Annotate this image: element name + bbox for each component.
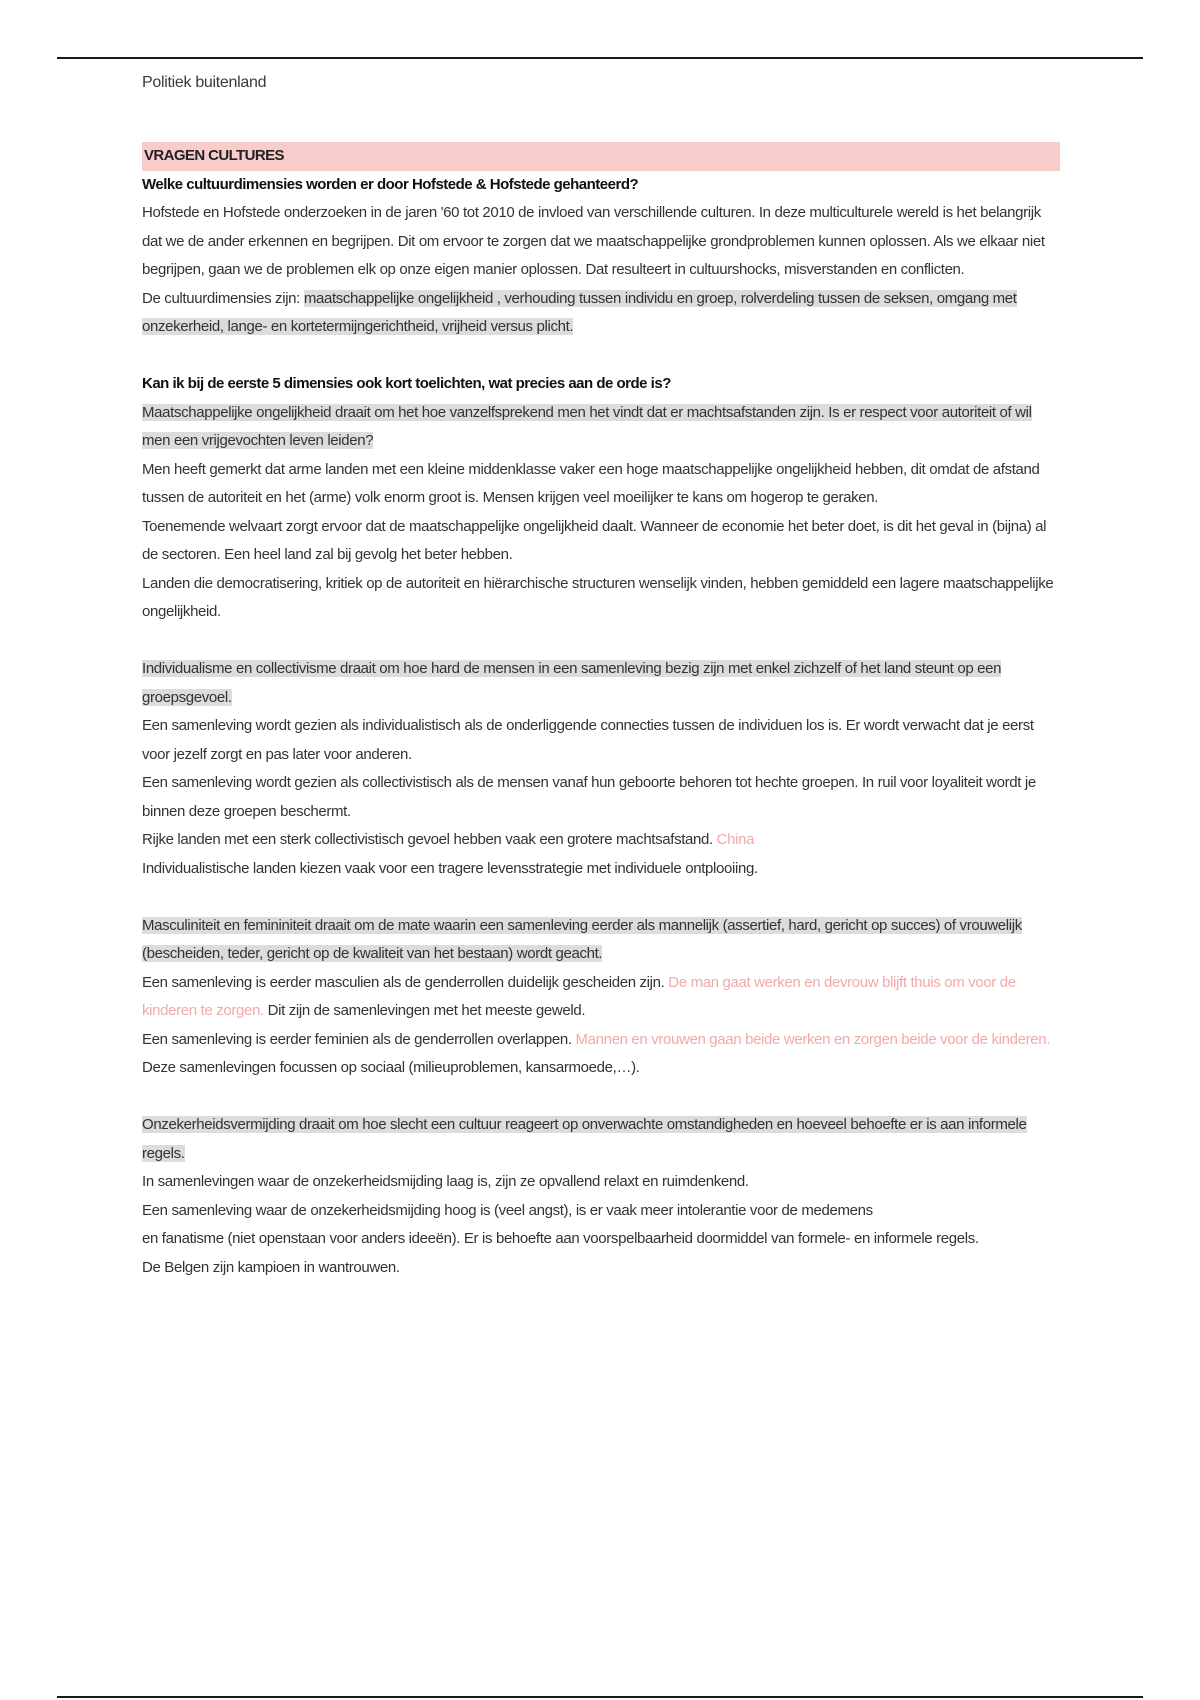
paragraph-hofstede-intro: Hofstede en Hofstede onderzoeken in de jaren '60 tot 2010 de invloed van verschillende culturen. In deze multiculturele wereld is het belangrijk dat we de ander erkennen en begrijpen. Dit om ervoor te zorgen dat we maatschappelijke grondproblemen kunnen oplossen. Als we elkaar niet begrijpen, gaan we de problemen elk op onze eigen manier oplossen. Dat resulteert in cultuurshocks, misverstanden en conflicten. (142, 204, 1045, 278)
paragraph-uncertainty-2a: Een samenleving waar de onzekerheidsmijding hoog is (veel angst), is er vaak meer intolerantie voor de medemens (142, 1201, 873, 1219)
paragraph-inequality-2: Toenemende welvaart zorgt ervoor dat de maatschappelijke ongelijkheid daalt. Wanneer de economie het beter doet, is dit het geval in (bijna) al de sectoren. Een heel land zal bij gevolg het beter hebben. (142, 517, 1047, 563)
spacer (142, 883, 1060, 912)
dimensions-highlight: maatschappelijke ongelijkheid , verhouding tussen individu en groep, rolverdeling tussen de seksen, omgang met onzekerheid, lange- en kortetermijngerichtheid, vrijheid versus plicht. (142, 289, 1017, 335)
masculinity-highlight: Masculiniteit en femininiteit draait om de mate waarin een samenleving eerder als mannelijk (assertief, hard, gericht op succes) of vrouwelijk (bescheiden, teder, gericht op de kwaliteit van het bestaan) wordt geacht. (142, 916, 1022, 962)
top-rule (57, 57, 1143, 59)
paragraph-individualism-4: Individualistische landen kiezen vaak voor een tragere levensstrategie met individuele ontplooiing. (142, 859, 758, 877)
masculinity-2-text: Een samenleving is eerder feminien als de genderrollen overlappen. (142, 1030, 576, 1048)
paragraph-individualism-3 (142, 826, 1060, 855)
individualism-highlight: Individualisme en collectivisme draait om hoe hard de mensen in een samenleving bezig zijn met enkel zichzelf of het land steunt op een groepsgevoel. (142, 660, 1002, 706)
bottom-rule (57, 1696, 1143, 1698)
example-china: China (716, 831, 755, 848)
dimensions-prefix: De cultuurdimensies zijn: (142, 289, 304, 307)
section-heading: VRAGEN CULTURES (142, 142, 1060, 171)
individualism-3-text: Rijke landen met een sterk collectivistisch gevoel hebben vaak een grotere machtsafstand. (142, 831, 717, 848)
paragraph-individualism-1: Een samenleving wordt gezien als individualistisch als de onderliggende connecties tussen de individuen los is. Er wordt verwacht dat je eerst voor jezelf zorgt en pas later voor anderen. (142, 717, 1034, 763)
inequality-highlight: Maatschappelijke ongelijkheid draait om het hoe vanzelfsprekend men het vindt dat er machtsafstanden zijn. Is er respect voor autoriteit of wil men een vrijgevochten leven leiden? (142, 403, 1032, 449)
question-cultural-dimensions: Welke cultuurdimensies worden er door Hofstede & Hofstede gehanteerd? (142, 175, 639, 193)
spacer (142, 342, 1060, 371)
paragraph-uncertainty-1: In samenlevingen waar de onzekerheidsmijding laag is, zijn ze opvallend relaxt en ruimdenkend. (142, 1173, 749, 1190)
masculinity-1-end: Dit zijn de samenlevingen met het meeste geweld. (263, 1002, 586, 1019)
paragraph-uncertainty-3: De Belgen zijn kampioen in wantrouwen. (142, 1258, 400, 1276)
spacer (142, 627, 1060, 656)
paragraph-uncertainty-definition (142, 1111, 1060, 1168)
document-header-title: Politiek buitenland (142, 74, 267, 91)
example-feminine: Mannen en vrouwen gaan beide werken en zorgen beide voor de kinderen. (575, 1030, 1051, 1048)
question-explain-dimensions: Kan ik bij de eerste 5 dimensies ook kort toelichten, wat precies aan de orde is? (142, 375, 671, 392)
paragraph-inequality-1: Men heeft gemerkt dat arme landen met een kleine middenklasse vaker een hoge maatschappelijke ongelijkheid hebben, dit omdat de afstand tussen de autoriteit en het (arme) volk enorm groot is. Mensen krijgen veel moeilijker te kans om hogerop te geraken. (142, 460, 1040, 506)
masculinity-2-end: Deze samenlevingen focussen op sociaal (milieuproblemen, kansarmoede,…). (142, 1059, 640, 1076)
spacer (142, 1083, 1060, 1112)
paragraph-masculinity-2 (142, 1026, 1060, 1083)
document-body (142, 142, 1060, 1282)
example-masculine: De man gaat werken en devrouw blijft thuis om voor de kinderen te zorgen. (142, 973, 1016, 1019)
paragraph-masculinity-definition (142, 912, 1060, 969)
paragraph-individualism-definition (142, 655, 1060, 712)
uncertainty-highlight: Onzekerheidsvermijding draait om hoe slecht een cultuur reageert op onverwachte omstandigheden en hoeveel behoefte er is aan informele regels. (142, 1116, 1027, 1162)
paragraph-individualism-2: Een samenleving wordt gezien als collectivistisch als de mensen vanaf hun geboorte behoren tot hechte groepen. In ruil voor loyaliteit wordt je binnen deze groepen beschermt. (142, 774, 1036, 820)
paragraph-inequality-definition (142, 399, 1060, 456)
paragraph-dimensions-list (142, 285, 1060, 342)
paragraph-masculinity-1 (142, 969, 1060, 1026)
paragraph-uncertainty-2b: en fanatisme (niet openstaan voor anders ideeën). Er is behoefte aan voorspelbaarheid doormiddel van formele- en informele regels. (142, 1230, 979, 1247)
paragraph-inequality-3: Landen die democratisering, kritiek op de autoriteit en hiërarchische structuren wenselijk vinden, hebben gemiddeld een lagere maatschappelijke ongelijkheid. (142, 574, 1054, 620)
masculinity-1-text: Een samenleving is eerder masculien als de genderrollen duidelijk gescheiden zijn. (142, 973, 669, 991)
